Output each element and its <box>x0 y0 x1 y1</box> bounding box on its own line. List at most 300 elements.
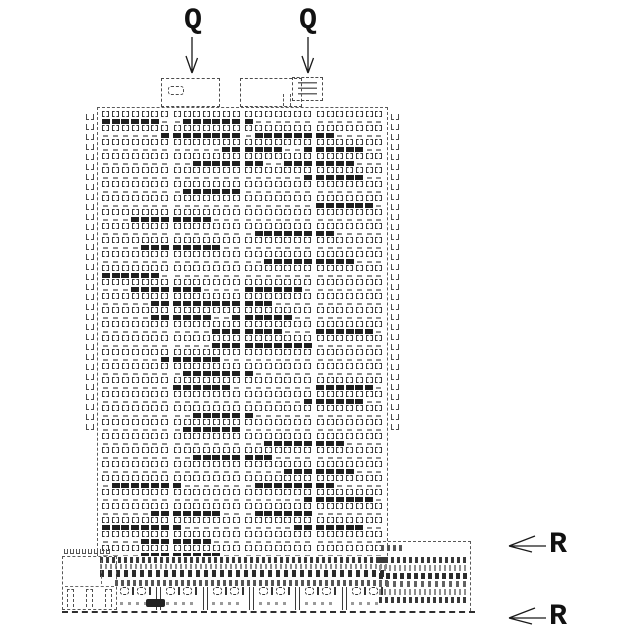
window-cell <box>355 125 365 133</box>
window-cell <box>264 279 274 287</box>
window-cell <box>192 489 202 497</box>
window-cell <box>160 377 170 385</box>
window-cell <box>192 195 202 203</box>
window-glyph <box>174 279 181 285</box>
window-cell <box>283 447 293 455</box>
window-glyph <box>142 265 149 271</box>
light-dash <box>256 205 261 207</box>
window-glyph <box>122 531 129 537</box>
window-glyph <box>336 223 343 229</box>
window-cell <box>160 475 170 483</box>
light-dash <box>266 359 271 361</box>
window-glyph <box>151 531 158 537</box>
light-dash <box>185 401 190 403</box>
window-glyph <box>223 111 230 117</box>
dark-panel <box>183 133 191 138</box>
light-dash <box>347 303 352 305</box>
light-dash <box>224 485 229 487</box>
window-glyph <box>245 335 252 341</box>
window-glyph <box>174 531 181 537</box>
window-cell <box>264 349 274 357</box>
window-cell <box>140 307 150 315</box>
window-glyph <box>255 349 262 355</box>
window-glyph <box>142 181 149 187</box>
window-glyph <box>112 391 119 397</box>
window-glyph <box>327 391 334 397</box>
window-glyph <box>161 349 168 355</box>
window-cell <box>303 391 313 399</box>
window-glyph <box>174 517 181 523</box>
window-glyph <box>275 377 282 383</box>
window-cell <box>283 461 293 469</box>
window-glyph <box>132 517 139 523</box>
window-glyph <box>304 391 311 397</box>
window-glyph <box>184 265 191 271</box>
window-cell <box>150 363 160 371</box>
window-glyph <box>151 251 158 257</box>
window-cell <box>150 433 160 441</box>
light-dash <box>376 205 381 207</box>
window-cell <box>150 419 160 427</box>
window-cell <box>315 293 325 301</box>
window-glyph <box>255 321 262 327</box>
window-glyph <box>142 363 149 369</box>
dark-panel <box>151 287 159 292</box>
window-cell <box>355 307 365 315</box>
dark-panel <box>183 539 191 544</box>
light-dash <box>194 345 199 347</box>
facade-window-row <box>101 237 384 245</box>
light-dash <box>295 317 300 319</box>
window-cell <box>283 265 293 273</box>
light-dash <box>175 331 180 333</box>
light-dash <box>103 345 108 347</box>
window-cell <box>254 405 264 413</box>
tower-right-edge <box>389 110 400 556</box>
window-glyph <box>346 223 353 229</box>
window-glyph <box>174 363 181 369</box>
window-cell <box>172 111 182 119</box>
light-dash <box>133 401 138 403</box>
light-dash <box>152 415 157 417</box>
window-cell <box>130 363 140 371</box>
light-dash <box>185 471 190 473</box>
window-glyph <box>184 489 191 495</box>
window-cell <box>192 237 202 245</box>
window-cell <box>121 279 131 287</box>
window-cell <box>221 125 231 133</box>
window-cell <box>182 363 192 371</box>
window-glyph <box>213 363 220 369</box>
dark-panel <box>161 245 169 250</box>
dark-panel <box>304 231 312 236</box>
dark-panel <box>131 483 139 488</box>
window-cell <box>335 321 345 329</box>
window-cell <box>244 545 254 553</box>
edge-mark <box>86 164 94 170</box>
light-dash <box>103 499 108 501</box>
window-cell <box>111 475 121 483</box>
window-glyph <box>213 475 220 481</box>
tower-facade <box>97 107 388 556</box>
window-cell <box>192 475 202 483</box>
window-cell <box>192 391 202 399</box>
window-cell <box>273 237 283 245</box>
window-glyph <box>304 405 311 411</box>
dark-panel <box>255 133 263 138</box>
dark-panel <box>151 553 159 556</box>
window-glyph <box>142 293 149 299</box>
window-cell <box>202 111 212 119</box>
window-cell <box>355 363 365 371</box>
window-glyph <box>265 139 272 145</box>
window-glyph <box>223 139 230 145</box>
window-cell <box>244 125 254 133</box>
dark-panel <box>274 483 282 488</box>
light-dash <box>123 429 128 431</box>
window-glyph <box>174 405 181 411</box>
window-glyph <box>223 335 230 341</box>
light-dash <box>123 443 128 445</box>
edge-mark <box>391 224 399 230</box>
window-cell <box>293 209 303 217</box>
light-dash <box>113 359 118 361</box>
light-dash <box>256 555 261 556</box>
light-dash <box>143 457 148 459</box>
window-cell <box>130 349 140 357</box>
window-cell <box>160 363 170 371</box>
light-dash <box>234 289 239 291</box>
facade-window-row <box>101 545 384 553</box>
light-dash <box>123 303 128 305</box>
dark-panel <box>316 231 324 236</box>
dark-panel <box>212 189 220 194</box>
window-cell <box>335 293 345 301</box>
window-glyph <box>193 503 200 509</box>
edge-mark <box>86 174 94 180</box>
window-glyph <box>151 391 158 397</box>
facade-window-row <box>101 503 384 511</box>
light-dash <box>305 429 310 431</box>
light-dash <box>256 415 261 417</box>
window-cell <box>101 167 111 175</box>
window-glyph <box>304 139 311 145</box>
window-cell <box>212 377 222 385</box>
light-dash <box>123 373 128 375</box>
window-cell <box>273 517 283 525</box>
window-glyph <box>102 531 109 537</box>
facade-floor <box>101 503 384 517</box>
window-cell <box>244 111 254 119</box>
light-dash <box>328 541 333 543</box>
edge-mark <box>391 214 399 220</box>
window-cell <box>182 321 192 329</box>
dark-panel <box>284 483 292 488</box>
dark-panel <box>284 343 292 348</box>
dark-panel <box>131 217 139 222</box>
window-glyph <box>174 433 181 439</box>
window-cell <box>172 475 182 483</box>
window-glyph <box>304 377 311 383</box>
window-cell <box>335 433 345 441</box>
window-glyph <box>151 167 158 173</box>
window-glyph <box>132 349 139 355</box>
window-cell <box>254 419 264 427</box>
dark-panel <box>316 441 324 446</box>
light-dash <box>376 233 381 235</box>
light-dash <box>162 471 167 473</box>
window-glyph <box>161 489 168 495</box>
facade-window-row <box>101 195 384 203</box>
light-dash <box>276 275 281 277</box>
dark-panel <box>193 287 201 292</box>
light-dash <box>234 499 239 501</box>
window-glyph <box>223 223 230 229</box>
window-cell <box>221 377 231 385</box>
light-dash <box>234 513 239 515</box>
window-glyph <box>233 265 240 271</box>
light-dash <box>113 401 118 403</box>
dark-panel <box>255 455 263 460</box>
facade-window-row <box>101 167 384 175</box>
window-cell <box>244 363 254 371</box>
light-dash <box>376 219 381 221</box>
window-glyph <box>233 181 240 187</box>
window-cell <box>160 237 170 245</box>
window-cell <box>130 321 140 329</box>
window-cell <box>303 265 313 273</box>
window-cell <box>111 251 121 259</box>
storefront-shapes <box>208 587 249 598</box>
window-cell <box>364 111 374 119</box>
dark-panel <box>365 497 373 502</box>
window-cell <box>283 321 293 329</box>
window-glyph <box>193 517 200 523</box>
dark-panel <box>304 259 312 264</box>
window-cell <box>345 531 355 539</box>
window-cell <box>172 405 182 413</box>
dark-panel <box>203 511 211 516</box>
window-glyph <box>265 265 272 271</box>
window-glyph <box>284 181 291 187</box>
window-cell <box>111 517 121 525</box>
window-glyph <box>346 363 353 369</box>
dark-panel <box>245 287 253 292</box>
window-glyph <box>366 265 373 271</box>
window-cell <box>150 125 160 133</box>
window-glyph <box>213 503 220 509</box>
light-dash <box>318 415 323 417</box>
window-glyph <box>184 405 191 411</box>
window-cell <box>264 461 274 469</box>
window-glyph <box>122 125 129 131</box>
dark-panel <box>212 329 220 334</box>
window-glyph <box>336 307 343 313</box>
facade-floor <box>101 377 384 391</box>
dark-panel <box>232 133 240 138</box>
window-cell <box>160 419 170 427</box>
light-dash <box>103 135 108 137</box>
dark-panel <box>212 511 220 516</box>
window-glyph <box>102 475 109 481</box>
window-glyph <box>304 223 311 229</box>
storefront-bay <box>208 587 249 610</box>
light-dash <box>276 457 281 459</box>
light-dash <box>113 289 118 291</box>
window-cell <box>182 181 192 189</box>
window-glyph <box>245 293 252 299</box>
dark-panel <box>232 343 240 348</box>
window-cell <box>202 265 212 273</box>
window-cell <box>150 181 160 189</box>
window-cell <box>101 209 111 217</box>
window-glyph <box>122 377 129 383</box>
window-glyph <box>275 307 282 313</box>
window-glyph <box>317 167 324 173</box>
window-glyph <box>366 209 373 215</box>
light-dash <box>103 415 108 417</box>
window-cell <box>254 447 264 455</box>
dark-panel <box>193 413 201 418</box>
window-cell <box>140 489 150 497</box>
window-cell <box>273 405 283 413</box>
dark-panel <box>346 203 354 208</box>
window-glyph <box>223 517 230 523</box>
light-dash <box>305 275 310 277</box>
window-glyph <box>255 195 262 201</box>
window-cell <box>315 531 325 539</box>
window-cell <box>244 153 254 161</box>
dark-panel <box>304 161 312 166</box>
window-glyph <box>102 195 109 201</box>
window-cell <box>303 139 313 147</box>
dark-panel <box>102 525 110 530</box>
window-cell <box>140 349 150 357</box>
window-cell <box>335 223 345 231</box>
dark-panel <box>264 231 272 236</box>
light-dash <box>295 149 300 151</box>
light-dash <box>123 541 128 543</box>
window-cell <box>231 517 241 525</box>
window-cell <box>150 195 160 203</box>
dark-panel <box>193 511 201 516</box>
window-cell <box>172 531 182 539</box>
light-dash <box>103 513 108 515</box>
light-dash <box>152 443 157 445</box>
window-cell <box>101 181 111 189</box>
storefront-dash-row <box>259 602 291 605</box>
window-cell <box>303 503 313 511</box>
light-dash <box>194 401 199 403</box>
window-cell <box>101 139 111 147</box>
window-glyph <box>346 531 353 537</box>
dark-panel <box>316 259 324 264</box>
window-glyph <box>161 251 168 257</box>
window-glyph <box>223 545 230 551</box>
light-dash <box>143 387 148 389</box>
window-glyph <box>142 405 149 411</box>
window-glyph <box>112 461 119 467</box>
window-glyph <box>336 517 343 523</box>
light-dash <box>103 219 108 221</box>
window-glyph <box>346 279 353 285</box>
facade-floor <box>101 125 384 139</box>
edge-mark <box>86 214 94 220</box>
window-glyph <box>366 181 373 187</box>
window-glyph <box>356 181 363 187</box>
window-cell <box>182 503 192 511</box>
light-dash <box>152 345 157 347</box>
edge-mark <box>391 404 399 410</box>
window-glyph <box>317 293 324 299</box>
dark-panel <box>274 231 282 236</box>
window-cell <box>244 307 254 315</box>
window-cell <box>293 377 303 385</box>
light-dash <box>337 233 342 235</box>
dark-panel <box>232 455 240 460</box>
window-cell <box>264 153 274 161</box>
window-cell <box>244 223 254 231</box>
dark-panel <box>232 413 240 418</box>
annex-texture-row <box>379 597 468 603</box>
window-cell <box>345 405 355 413</box>
light-dash <box>367 289 372 291</box>
window-cell <box>374 167 384 175</box>
window-glyph <box>112 503 119 509</box>
light-dash <box>266 401 271 403</box>
window-glyph <box>102 517 109 523</box>
window-glyph <box>174 237 181 243</box>
facade-floor <box>101 321 384 335</box>
window-cell <box>345 489 355 497</box>
window-cell <box>150 279 160 287</box>
window-glyph <box>193 125 200 131</box>
window-cell <box>355 531 365 539</box>
window-glyph <box>233 307 240 313</box>
window-glyph <box>184 181 191 187</box>
window-glyph <box>375 419 382 425</box>
window-glyph <box>346 517 353 523</box>
window-glyph <box>213 335 220 341</box>
podium-texture-band <box>100 557 388 579</box>
dark-panel <box>212 161 220 166</box>
window-glyph <box>203 517 210 523</box>
light-dash <box>357 261 362 263</box>
window-glyph <box>223 475 230 481</box>
window-glyph <box>346 153 353 159</box>
dark-panel <box>183 245 191 250</box>
light-dash <box>246 261 251 263</box>
storefront-shapes <box>254 587 295 598</box>
light-dash <box>305 205 310 207</box>
window-glyph <box>184 461 191 467</box>
window-glyph <box>161 223 168 229</box>
light-dash <box>214 541 219 543</box>
window-glyph <box>304 279 311 285</box>
storefront-bay <box>300 587 341 610</box>
window-cell <box>325 167 335 175</box>
window-cell <box>273 251 283 259</box>
window-glyph <box>375 475 382 481</box>
window-cell <box>303 195 313 203</box>
window-cell <box>283 503 293 511</box>
window-glyph <box>151 349 158 355</box>
band-cell <box>254 553 264 556</box>
window-cell <box>192 433 202 441</box>
dark-panel <box>255 329 263 334</box>
light-dash <box>266 527 271 529</box>
edge-mark <box>86 414 94 420</box>
